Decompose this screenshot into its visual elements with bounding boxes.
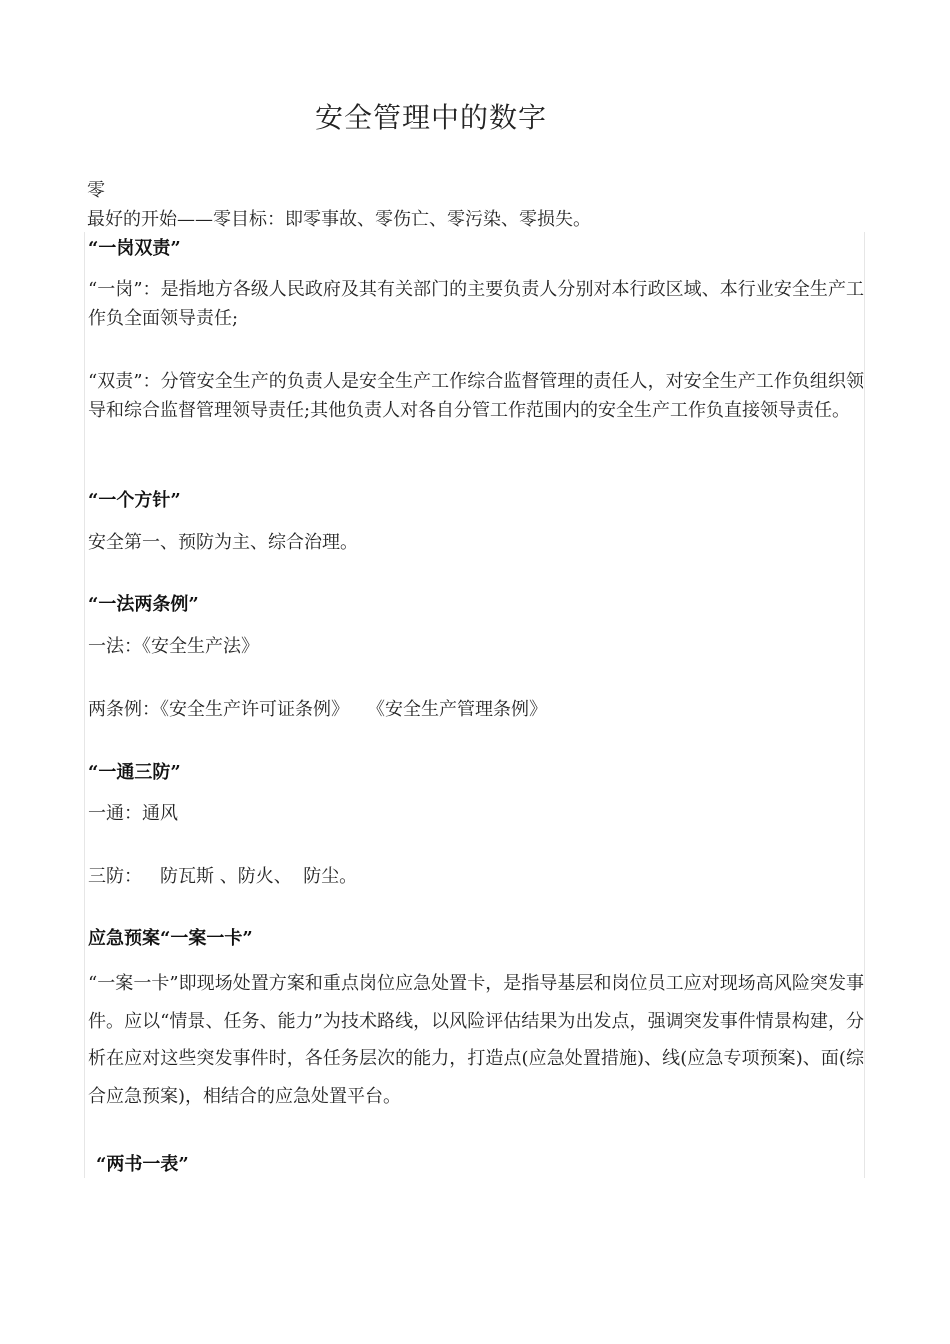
intro-block <box>87 176 591 234</box>
paragraph-sanfang <box>88 862 864 891</box>
heading-fangzhen: “一个方针” <box>88 490 181 511</box>
intro-zero-goal: 最好的开始——零目标：即零事故、零伤亡、零污染、零损失。 <box>87 209 591 230</box>
heading-yifa: “一法两条例” <box>88 594 199 615</box>
liangtiaoli-item-2: 《安全生产管理条例》 <box>367 699 547 720</box>
paragraph-yingji: “一案一卡”即现场处置方案和重点岗位应急处置卡，是指导基层和岗位员工应对现场高风险突发事件。应以“情景、任务、能力”为技术路线，以风险评估结果为出发点，强调突发事件情景构建，分析在应对这些突发事件时，各任务层次的能力，打造点(应急处置措施)、线(应急专项预案)、面(综合应急预案)，相结合的应急处置平台。 <box>88 973 864 1107</box>
intro-zero-label: 零 <box>87 180 105 201</box>
paragraph-yigang: “一岗”：是指地方各级人民政府及其有关部门的主要负责人分别对本行政区域、本行业安全生产工作负全面领导责任; <box>88 279 864 329</box>
liangtiaoli-item-1: 《安全生产许可证条例》 <box>160 699 349 720</box>
sanfang-item-3: 防尘。 <box>303 866 358 887</box>
sanfang-item-2: 、防火、 <box>219 866 292 887</box>
sanfang-item-1: 防瓦斯 <box>160 866 214 887</box>
paragraph-liangtiaoli <box>88 695 864 724</box>
content-box <box>84 232 865 1178</box>
paragraph-yifa: 一法：《安全生产法》 <box>88 636 259 657</box>
paragraph-fangzhen: 安全第一、预防为主、综合治理。 <box>88 532 358 553</box>
heading-gangshuang: “一岗双责” <box>88 238 181 259</box>
page-title: 安全管理中的数字 <box>314 101 547 134</box>
paragraph-shuangze: “双责”：分管安全生产的负责人是安全生产工作综合监督管理的责任人，对安全生产工作负组织领导和综合监督管理领导责任;其他负责人对各自分管工作范围内的安全生产工作负直接领导责任。 <box>88 371 864 421</box>
paragraph-yitong: 一通：通风 <box>88 803 178 824</box>
sanfang-label: 三防： <box>88 866 142 887</box>
liangtiaoli-label: 两条例： <box>88 699 160 720</box>
heading-liangshu: “两书一表” <box>96 1154 189 1175</box>
heading-yitong: “一通三防” <box>88 762 181 783</box>
heading-yingji: 应急预案“一案一卡” <box>88 928 253 949</box>
